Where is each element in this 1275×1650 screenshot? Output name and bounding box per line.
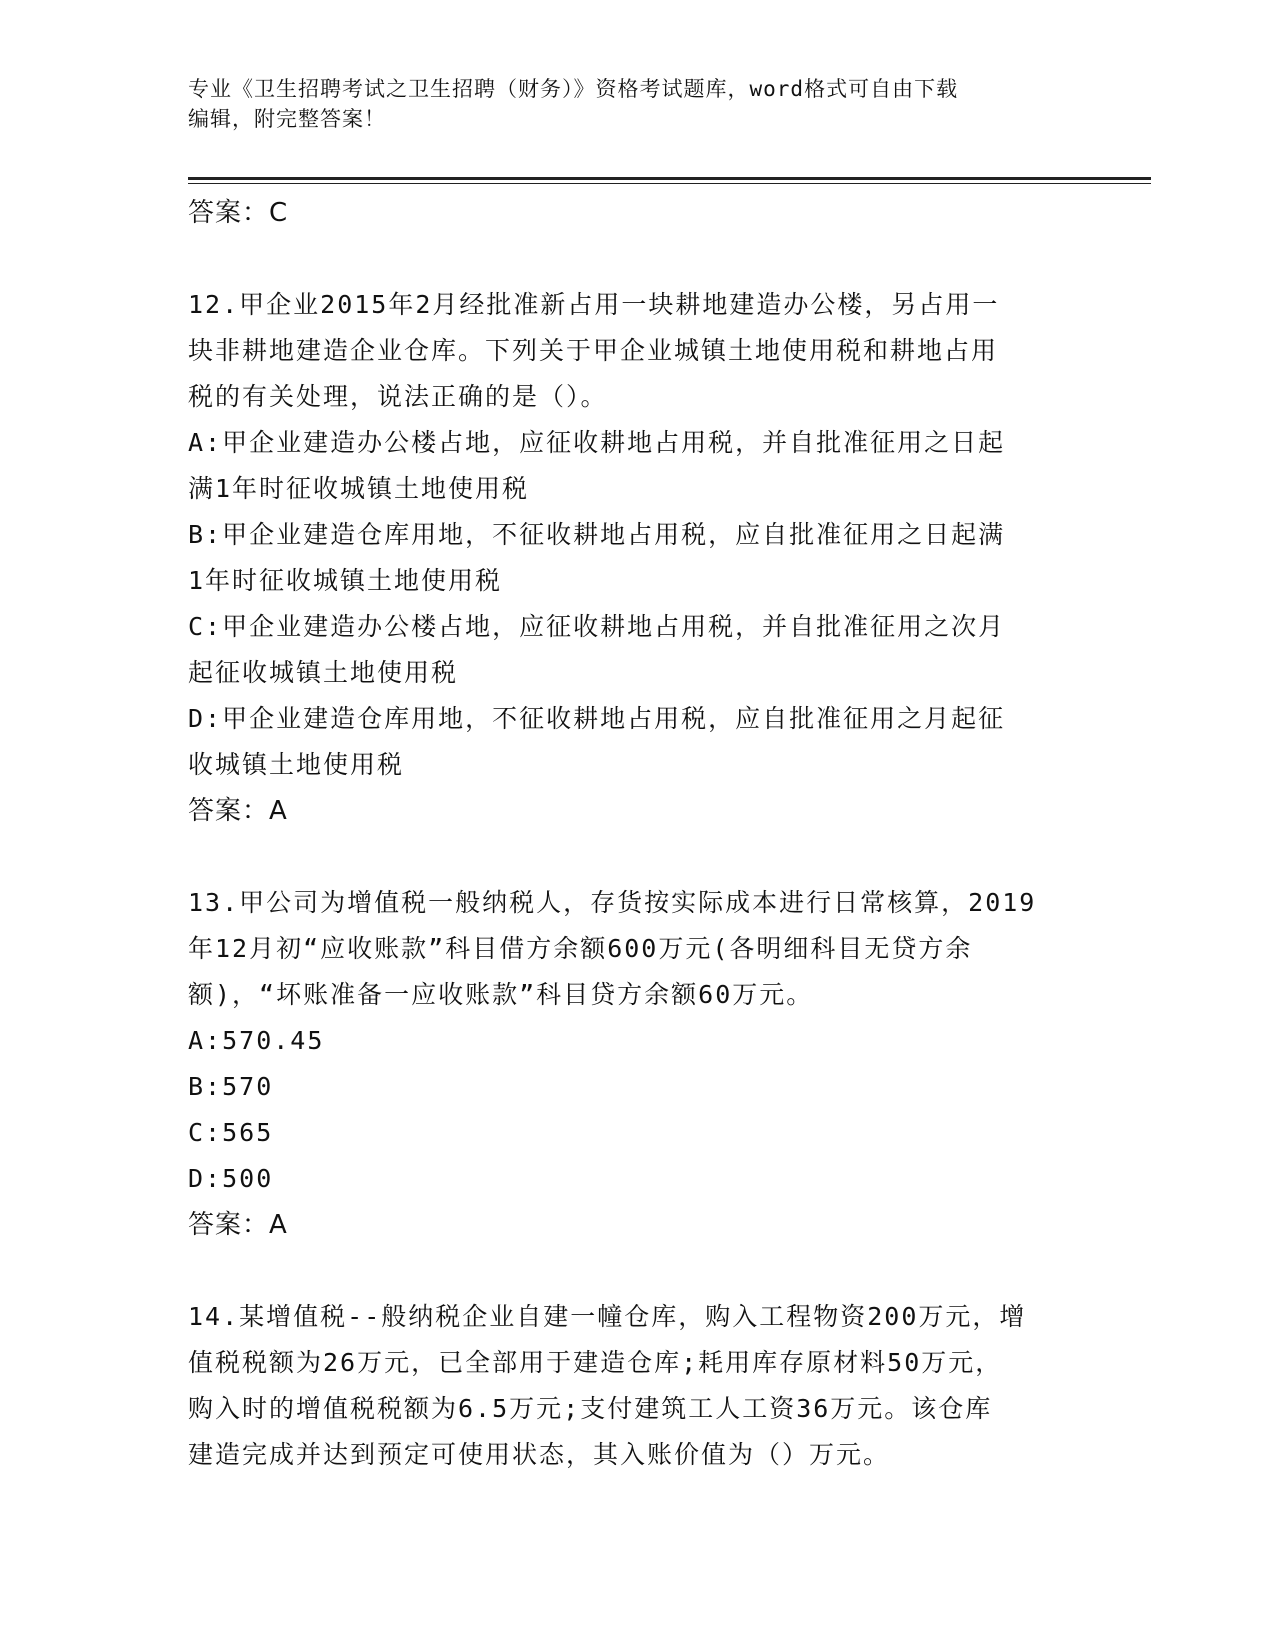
header-divider-thick [188, 177, 1151, 180]
question-text-line: 建造完成并达到预定可使用状态，其入账价值为（）万元。 [188, 1440, 891, 1469]
option-a-cont: 满1年时征收城镇土地使用税 [188, 474, 530, 503]
spacer [188, 236, 1108, 282]
option-a: A:570.45 [188, 1026, 325, 1055]
document-body [188, 190, 1108, 1478]
spacer [188, 834, 1108, 880]
option-b: B:甲企业建造仓库用地，不征收耕地占用税，应自批准征用之日起满 [188, 520, 1006, 549]
option-d: D:甲企业建造仓库用地，不征收耕地占用税，应自批准征用之月起征 [188, 704, 1006, 733]
option-a: A:甲企业建造办公楼占地，应征收耕地占用税，并自批准征用之日起 [188, 428, 1006, 457]
question-text-line: 12.甲企业2015年2月经批准新占用一块耕地建造办公楼，另占用一 [188, 290, 1000, 319]
option-c-cont: 起征收城镇土地使用税 [188, 658, 459, 687]
option-c: C:565 [188, 1118, 274, 1147]
question-text-line: 购入时的增值税税额为6.5万元;支付建筑工人工资36万元。该仓库 [188, 1394, 993, 1423]
question-14 [188, 1294, 1108, 1478]
option-b: B:570 [188, 1072, 274, 1101]
question-text-line: 税的有关处理，说法正确的是（）。 [188, 382, 608, 411]
option-d-cont: 收城镇土地使用税 [188, 750, 405, 779]
header-line-2: 编辑，附完整答案！ [188, 107, 386, 131]
option-b-cont: 1年时征收城镇土地使用税 [188, 566, 503, 595]
question-text-line: 14.某增值税--般纳税企业自建一幢仓库，购入工程物资200万元，增 [188, 1302, 1027, 1331]
answer-q13: 答案：A [188, 1210, 288, 1240]
answer-q12: 答案：A [188, 796, 288, 826]
option-d: D:500 [188, 1164, 274, 1193]
spacer [188, 1248, 1108, 1294]
question-text-line: 块非耕地建造企业仓库。下列关于甲企业城镇土地使用税和耕地占用 [188, 336, 999, 365]
header-line-1: 专业《卫生招聘考试之卫生招聘（财务）》资格考试题库，word格式可自由下载 [188, 77, 959, 101]
header-divider-thin [188, 183, 1151, 184]
answer-q11: 答案：C [188, 198, 289, 228]
option-c: C:甲企业建造办公楼占地，应征收耕地占用税，并自批准征用之次月 [188, 612, 1006, 641]
question-13 [188, 880, 1108, 1248]
document-header [188, 74, 1068, 134]
question-text-line: 值税税额为26万元，已全部用于建造仓库;耗用库存原材料50万元， [188, 1348, 1003, 1377]
question-text-line: 年12月初“应收账款”科目借方余额600万元(各明细科目无贷方余 [188, 934, 973, 963]
question-text-line: 13.甲公司为增值税一般纳税人，存货按实际成本进行日常核算，2019 [188, 888, 1037, 917]
question-12 [188, 282, 1108, 834]
question-text-line: 额)，“坏账准备一应收账款”科目贷方余额60万元。 [188, 980, 814, 1009]
